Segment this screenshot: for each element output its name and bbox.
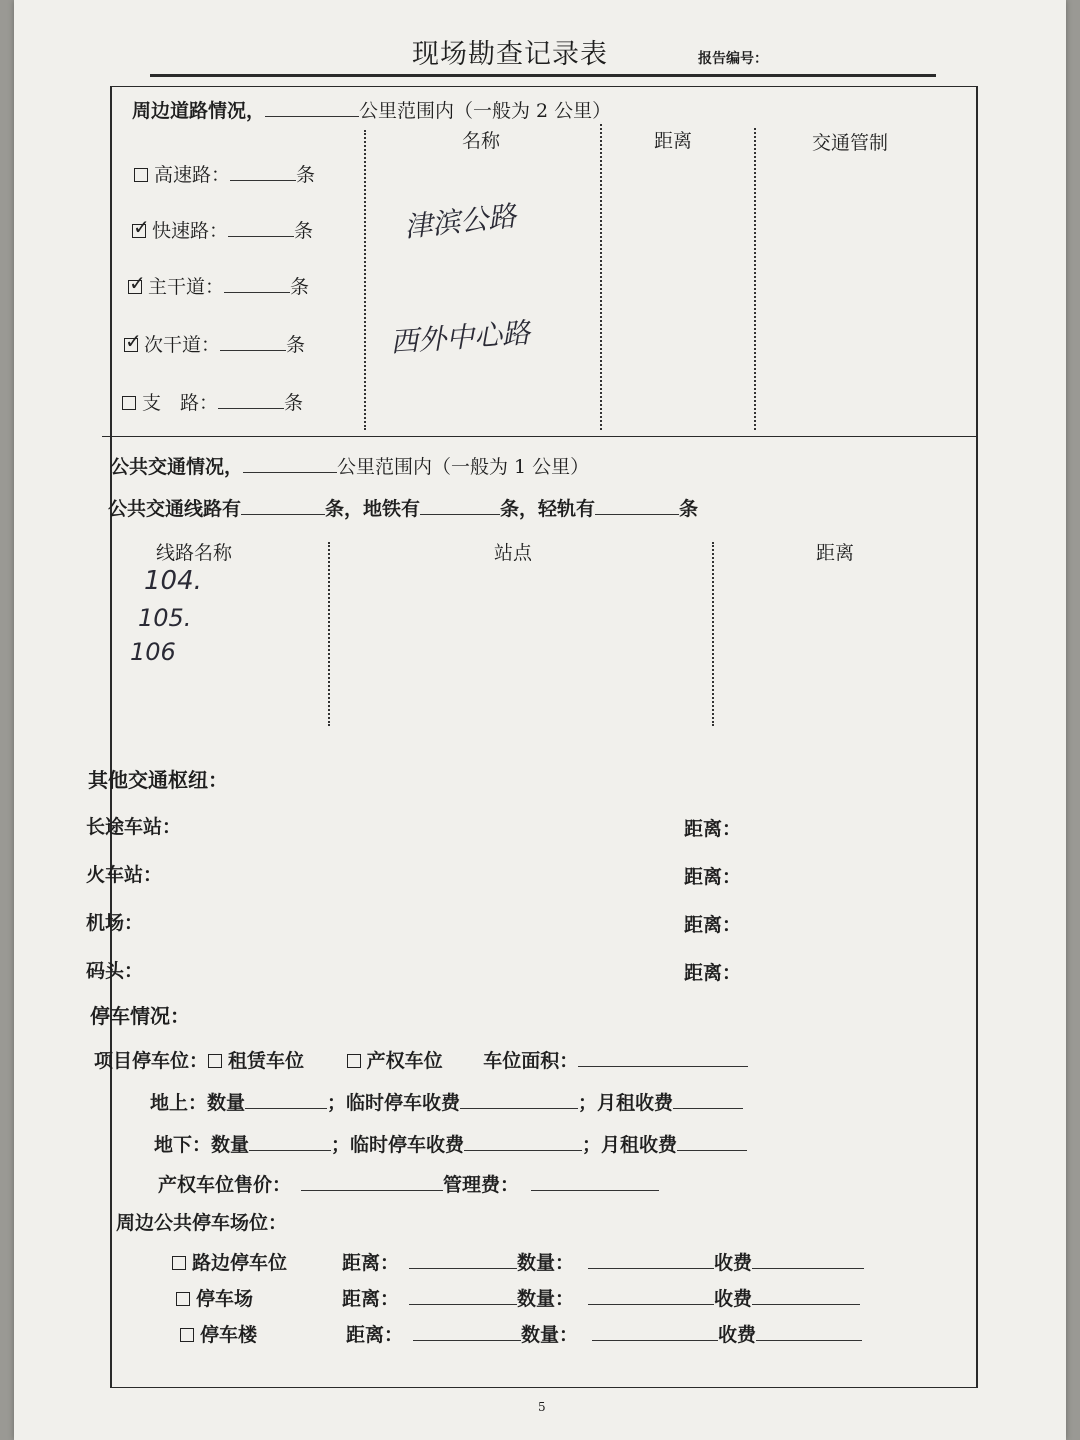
public-parking-roadside: 路边停车位 距离： 数量： 收费 — [172, 1248, 864, 1275]
hub-dock-distance: 距离： — [684, 962, 742, 984]
transit-col-line: 线路名称 — [156, 542, 233, 564]
header-rule — [150, 74, 936, 77]
section-divider-transit — [102, 436, 976, 437]
expressway-checkbox[interactable] — [132, 224, 146, 238]
ground-parking-row: 地上：数量 ；临时停车收费 ；月租收费 — [150, 1088, 743, 1115]
roads-col-distance: 距离 — [654, 130, 693, 152]
hub-train-distance: 距离： — [684, 866, 742, 888]
page-number: 5 — [538, 1400, 546, 1414]
project-parking-row: 项目停车位： 租赁车位 产权车位 车位面积： — [94, 1046, 748, 1073]
road-row-expressway: ✓快速路： 条 — [132, 216, 313, 243]
road-row-arterial: ✓主干道： 条 — [128, 272, 309, 299]
handwritten-road-2: 西外中心路 — [389, 316, 532, 359]
underground-parking-row: 地下：数量 ；临时停车收费 ；月租收费 — [154, 1130, 747, 1157]
arterial-checkbox[interactable] — [128, 280, 142, 294]
own-checkbox[interactable] — [347, 1054, 361, 1068]
parking-heading: 停车情况： — [90, 1004, 190, 1028]
transit-col-distance: 距离 — [816, 542, 855, 564]
transit-divider-2 — [712, 542, 714, 726]
report-number-label: 报告编号： — [698, 51, 768, 67]
road-row-secondary: ✓次干道： 条 — [124, 330, 305, 357]
rent-checkbox[interactable] — [208, 1054, 222, 1068]
transit-lines-row: 公共交通线路有 条，地铁有 条，轻轨有 条 — [108, 498, 699, 520]
road-row-highway: 高速路： 条 — [134, 160, 315, 187]
roads-col-traffic: 交通管制 — [812, 132, 889, 154]
roads-divider-1 — [364, 130, 366, 430]
hub-bus-station: 长途车站： — [86, 816, 182, 838]
roadside-checkbox[interactable] — [172, 1256, 186, 1270]
public-parking-heading: 周边公共停车场位： — [116, 1212, 288, 1234]
parking-lot-checkbox[interactable] — [176, 1292, 190, 1306]
roads-divider-3 — [754, 128, 756, 430]
branch-checkbox[interactable] — [122, 396, 136, 410]
hub-bus-distance: 距离： — [684, 818, 742, 840]
hub-dock: 码头： — [86, 960, 144, 982]
form-title: 现场勘查记录表 — [412, 39, 608, 70]
highway-checkbox[interactable] — [134, 168, 148, 182]
handwritten-line-2: 105. — [138, 604, 192, 632]
transit-heading: 公共交通情况， 公里范围内（一般为 1 公里） — [110, 456, 590, 478]
hub-airport-distance: 距离： — [684, 914, 742, 936]
secondary-checkbox[interactable] — [124, 338, 138, 352]
handwritten-road-1: 津滨公路 — [402, 199, 518, 244]
handwritten-line-1: 104. — [144, 566, 202, 596]
transit-divider-1 — [328, 542, 330, 726]
hubs-heading: 其他交通枢纽： — [88, 768, 228, 792]
form-page — [14, 0, 1066, 1440]
garage-checkbox[interactable] — [180, 1328, 194, 1342]
hub-train-station: 火车站： — [86, 864, 163, 886]
road-row-branch: 支 路： 条 — [122, 388, 303, 415]
public-parking-lot: 停车场 距离： 数量： 收费 — [176, 1284, 860, 1311]
transit-col-station: 站点 — [494, 542, 533, 564]
sale-price-row: 产权车位售价： 管理费： — [158, 1170, 659, 1197]
roads-heading: 周边道路情况， 公里范围内（一般为 2 公里） — [132, 100, 612, 122]
roads-divider-2 — [600, 124, 602, 430]
roads-col-name: 名称 — [462, 130, 501, 152]
handwritten-line-3: 106 — [130, 638, 176, 666]
hub-airport: 机场： — [86, 912, 144, 934]
public-parking-garage: 停车楼 距离： 数量： 收费 — [180, 1320, 862, 1347]
